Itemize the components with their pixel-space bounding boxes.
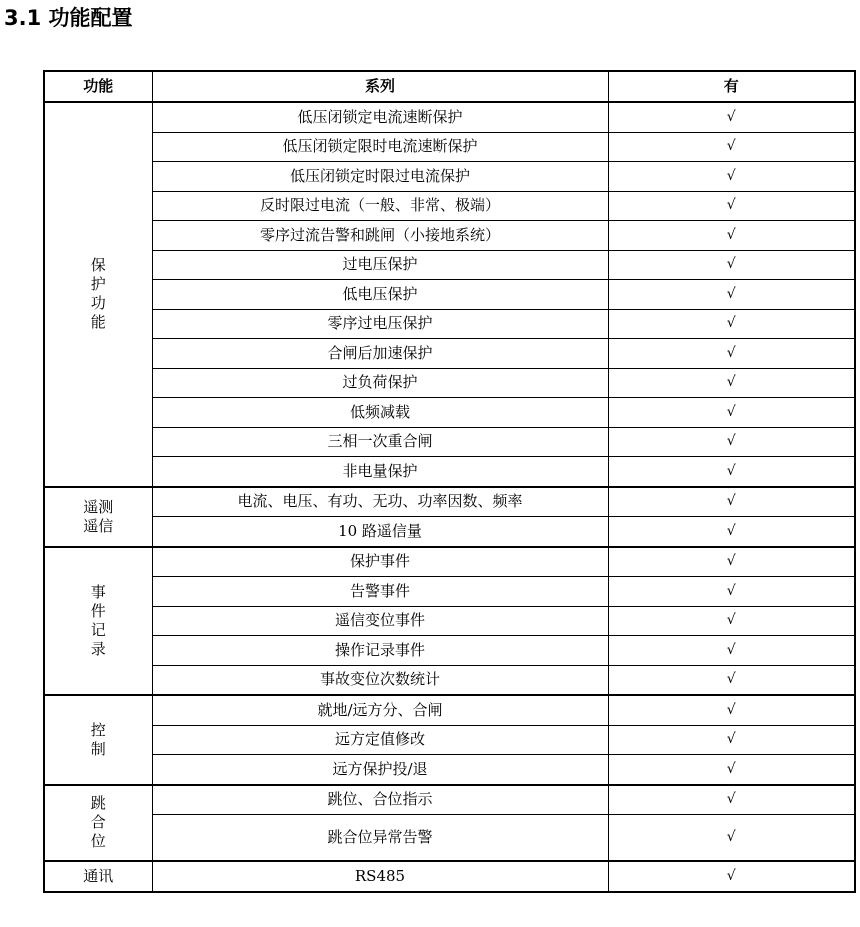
table-header-row	[44, 71, 855, 102]
check-mark: √	[608, 785, 855, 815]
check-mark: √	[608, 695, 855, 725]
category-label-line: 遥测	[83, 497, 114, 516]
check-mark: √	[608, 487, 855, 517]
check-mark: √	[608, 861, 855, 892]
header-function: 功能	[44, 71, 152, 102]
category-label-line: 制	[90, 739, 106, 758]
table-row	[44, 427, 855, 457]
category-cell	[44, 785, 152, 862]
feature-item: 三相一次重合闸	[152, 427, 608, 457]
table-row	[44, 725, 855, 755]
table-row	[44, 861, 855, 892]
table-row	[44, 398, 855, 428]
category-label-line: 事	[90, 582, 106, 601]
table-row	[44, 368, 855, 398]
table-row	[44, 250, 855, 280]
check-mark: √	[608, 162, 855, 192]
feature-item: 反时限过电流（一般、非常、极端）	[152, 191, 608, 221]
feature-item: 告警事件	[152, 577, 608, 607]
table-row	[44, 695, 855, 725]
feature-item: 电流、电压、有功、无功、功率因数、频率	[152, 487, 608, 517]
feature-item: 零序过电压保护	[152, 309, 608, 339]
table-row	[44, 606, 855, 636]
function-config-table	[43, 70, 856, 893]
table-row	[44, 785, 855, 815]
check-mark: √	[608, 398, 855, 428]
table-row	[44, 636, 855, 666]
category-label-line: 录	[90, 639, 106, 658]
check-mark: √	[608, 457, 855, 487]
check-mark: √	[608, 577, 855, 607]
feature-item: 过负荷保护	[152, 368, 608, 398]
feature-item: 零序过流告警和跳闸（小接地系统）	[152, 221, 608, 251]
feature-item: 低频减载	[152, 398, 608, 428]
category-label-line: 件	[90, 601, 106, 620]
category-cell	[44, 695, 152, 785]
check-mark: √	[608, 665, 855, 695]
feature-item: 非电量保护	[152, 457, 608, 487]
feature-item: 过电压保护	[152, 250, 608, 280]
feature-item: 遥信变位事件	[152, 606, 608, 636]
table-row	[44, 487, 855, 517]
category-label-line: 保	[90, 256, 106, 275]
category-label-line: 能	[90, 313, 106, 332]
feature-item: 低压闭锁定时限过电流保护	[152, 162, 608, 192]
check-mark: √	[608, 606, 855, 636]
feature-item: 低压闭锁定电流速断保护	[152, 102, 608, 132]
table-row	[44, 280, 855, 310]
category-cell	[44, 547, 152, 696]
feature-item: 10 路遥信量	[152, 517, 608, 547]
check-mark: √	[608, 191, 855, 221]
category-label-line: 功	[90, 294, 106, 313]
check-mark: √	[608, 755, 855, 785]
category-cell	[44, 861, 152, 892]
check-mark: √	[608, 517, 855, 547]
check-mark: √	[608, 547, 855, 577]
check-mark: √	[608, 309, 855, 339]
table-row	[44, 221, 855, 251]
feature-item: 事故变位次数统计	[152, 665, 608, 695]
table-row	[44, 309, 855, 339]
feature-item: RS485	[152, 861, 608, 892]
table-row	[44, 132, 855, 162]
table-row	[44, 339, 855, 369]
check-mark: √	[608, 368, 855, 398]
check-mark: √	[608, 339, 855, 369]
check-mark: √	[608, 280, 855, 310]
table-row	[44, 755, 855, 785]
feature-item: 远方保护投/退	[152, 755, 608, 785]
header-series: 系列	[152, 71, 608, 102]
category-label-line: 跳	[90, 794, 106, 813]
table-row	[44, 517, 855, 547]
check-mark: √	[608, 132, 855, 162]
category-label-line: 记	[90, 620, 106, 639]
category-label-line: 控	[90, 720, 106, 739]
table-row	[44, 547, 855, 577]
feature-item: 低电压保护	[152, 280, 608, 310]
category-label-line: 遥信	[83, 516, 114, 535]
table-row	[44, 191, 855, 221]
table-row	[44, 665, 855, 695]
table-row	[44, 102, 855, 132]
check-mark: √	[608, 102, 855, 132]
feature-item: 低压闭锁定限时电流速断保护	[152, 132, 608, 162]
category-cell	[44, 102, 152, 487]
section-title: 功能配置	[48, 6, 133, 30]
check-mark: √	[608, 221, 855, 251]
check-mark: √	[608, 427, 855, 457]
category-label-line: 护	[90, 275, 106, 294]
table-row	[44, 815, 855, 862]
category-label-line: 位	[90, 832, 106, 851]
category-label-line: 合	[90, 813, 106, 832]
category-label-line: 通讯	[83, 866, 114, 885]
table-row	[44, 577, 855, 607]
section-heading	[4, 2, 133, 34]
check-mark: √	[608, 815, 855, 862]
table-row	[44, 162, 855, 192]
header-has: 有	[608, 71, 855, 102]
check-mark: √	[608, 725, 855, 755]
check-mark: √	[608, 250, 855, 280]
feature-item: 远方定值修改	[152, 725, 608, 755]
feature-item: 操作记录事件	[152, 636, 608, 666]
category-cell	[44, 487, 152, 547]
feature-item: 跳合位异常告警	[152, 815, 608, 862]
feature-item: 跳位、合位指示	[152, 785, 608, 815]
section-number: 3.1	[4, 6, 42, 30]
table-row	[44, 457, 855, 487]
feature-item: 合闸后加速保护	[152, 339, 608, 369]
check-mark: √	[608, 636, 855, 666]
feature-item: 就地/远方分、合闸	[152, 695, 608, 725]
table-body	[44, 102, 855, 892]
feature-item: 保护事件	[152, 547, 608, 577]
